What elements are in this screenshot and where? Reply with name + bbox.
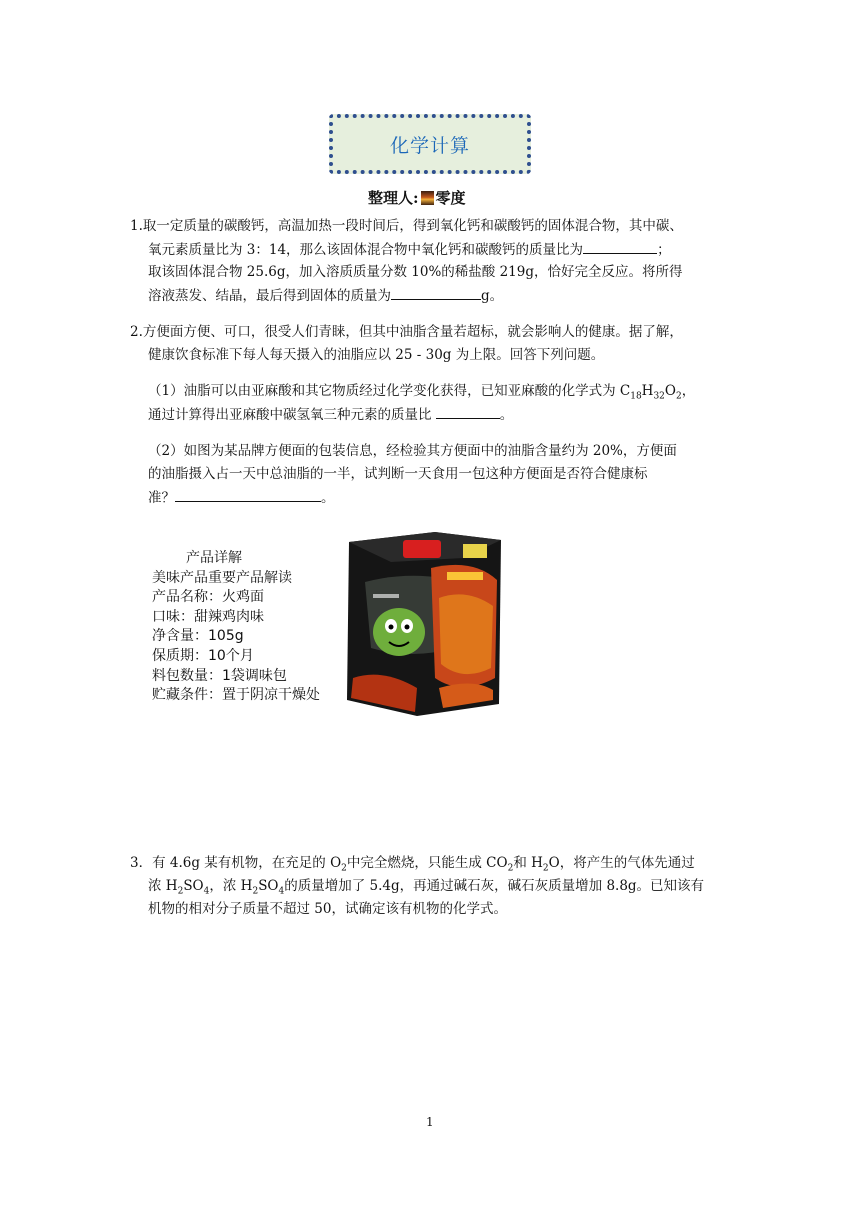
subscript: 4 (203, 886, 210, 897)
q2-sub1-line-1 (148, 381, 695, 407)
subscript: 2 (507, 863, 514, 874)
q1-answer-blank-2[interactable] (391, 285, 481, 300)
q1-line-2-text: 氧元素质量比为 3：14，那么该固体混合物中氧化钙和碳酸钙的质量比为 (148, 242, 584, 258)
q2-sub2-line-3 (148, 487, 335, 508)
q1-line-1: 1.取一定质量的碳酸钙，高温加热一段时间后，得到氧化钙和碳酸钙的固体混合物，其中碳、 (130, 218, 683, 234)
title-box (329, 114, 531, 174)
subscript: 32 (653, 391, 665, 402)
package-line: 贮藏条件：置于阴凉干燥处 (152, 687, 320, 704)
element-h: H (641, 383, 654, 399)
subscript: 2 (252, 886, 259, 897)
noodle-package-image (343, 528, 503, 718)
package-line: 口味：甜辣鸡肉味 (152, 608, 264, 625)
q2-sub1-line-2-end: 。 (499, 407, 514, 423)
subscript: 18 (630, 391, 642, 402)
package-heading: 产品详解 (186, 550, 242, 566)
q3-line-1-text: 中完全燃烧，只能生成 CO (346, 855, 508, 871)
q2-sub2-line-3-end: 。 (321, 490, 335, 506)
q3-line-2 (148, 876, 704, 902)
q2-sub1-line-2-text: 通过计算得出亚麻酸中碳氢氧三种元素的质量比 (148, 407, 436, 423)
q3-line-1-text: 3．有 4.6g 某有机物，在充足的 O (130, 855, 342, 871)
q2-sub2-line-1: （2）如图为某品牌方便面的包装信息，经检验其方便面中的油脂含量约为 20%，方便面 (148, 443, 677, 459)
package-line: 产品名称：火鸡面 (152, 589, 264, 606)
q3-line-2-text: ，浓 H (209, 878, 253, 894)
compiler-name: 零度 (435, 189, 466, 207)
q2-answer-blank-1[interactable] (436, 404, 500, 419)
q1-line-2 (148, 239, 671, 260)
q1-line-4-text: 溶液蒸发、结晶，最后得到固体的质量为 (148, 288, 391, 304)
q3-line-2-text: 的质量增加了 5.4g，再通过碱石灰，碱石灰质量增加 8.8g。已知该有 (284, 878, 705, 894)
q2-line-1: 2.方便面方便、可口，很受人们青睐，但其中油脂含量若超标，就会影响人的健康。据了解， (130, 324, 683, 340)
q3-line-2-text: SO (258, 878, 279, 894)
page-number: 1 (426, 1115, 434, 1129)
q3-line-1 (130, 853, 695, 879)
page-title: 化学计算 (389, 134, 470, 157)
q3-line-2-text: 浓 H (148, 878, 178, 894)
q1-line-3: 取该固体混合物 25.6g，加入溶质质量分数 10%的稀盐酸 219g，恰好完全反应。将所得 (148, 264, 683, 280)
q1-line-4 (148, 285, 503, 306)
sunset-icon (421, 191, 434, 205)
package-line: 料包数量：1袋调味包 (152, 667, 287, 684)
compiler-line (368, 187, 466, 208)
subscript: 2 (341, 863, 347, 874)
package-line: 保质期：10个月 (152, 647, 254, 664)
package-info (152, 549, 320, 706)
q2-sub2-line-3-text: 准？ (148, 490, 175, 506)
compiler-prefix: 整理人: (368, 189, 419, 207)
q1-answer-blank-1[interactable] (583, 239, 657, 254)
q3-line-3: 机物的相对分子质量不超过 50，试确定该有机物的化学式。 (148, 901, 507, 917)
subscript: 2 (542, 863, 549, 874)
q2-sub2-line-2: 的油脂摄入占一天中总油脂的一半，试判断一天食用一包这种方便面是否符合健康标 (148, 466, 648, 482)
q2-sub1-end: ， (681, 383, 696, 399)
q1-line-4-end: g。 (481, 288, 504, 304)
package-line: 美味产品重要产品解读 (152, 569, 292, 586)
q2-sub1-line-2 (148, 404, 513, 425)
q3-line-1-text: 和 H (513, 855, 543, 871)
element-o: O (664, 383, 676, 399)
subscript: 4 (278, 886, 285, 897)
subscript: 2 (675, 391, 682, 402)
q2-sub1-text: （1）油脂可以由亚麻酸和其它物质经过化学变化获得，已知亚麻酸的化学式为 C (148, 383, 631, 399)
q3-line-2-text: SO (183, 878, 204, 894)
q3-line-1-text: O，将产生的气体先通过 (548, 855, 695, 871)
package-line: 净含量：105g (152, 628, 244, 645)
q2-line-2: 健康饮食标准下每人每天摄入的油脂应以 25 - 30g 为上限。回答下列问题。 (148, 347, 605, 363)
subscript: 2 (177, 886, 184, 897)
q2-answer-blank-2[interactable] (175, 487, 321, 502)
q1-line-2-end: ； (657, 242, 671, 258)
